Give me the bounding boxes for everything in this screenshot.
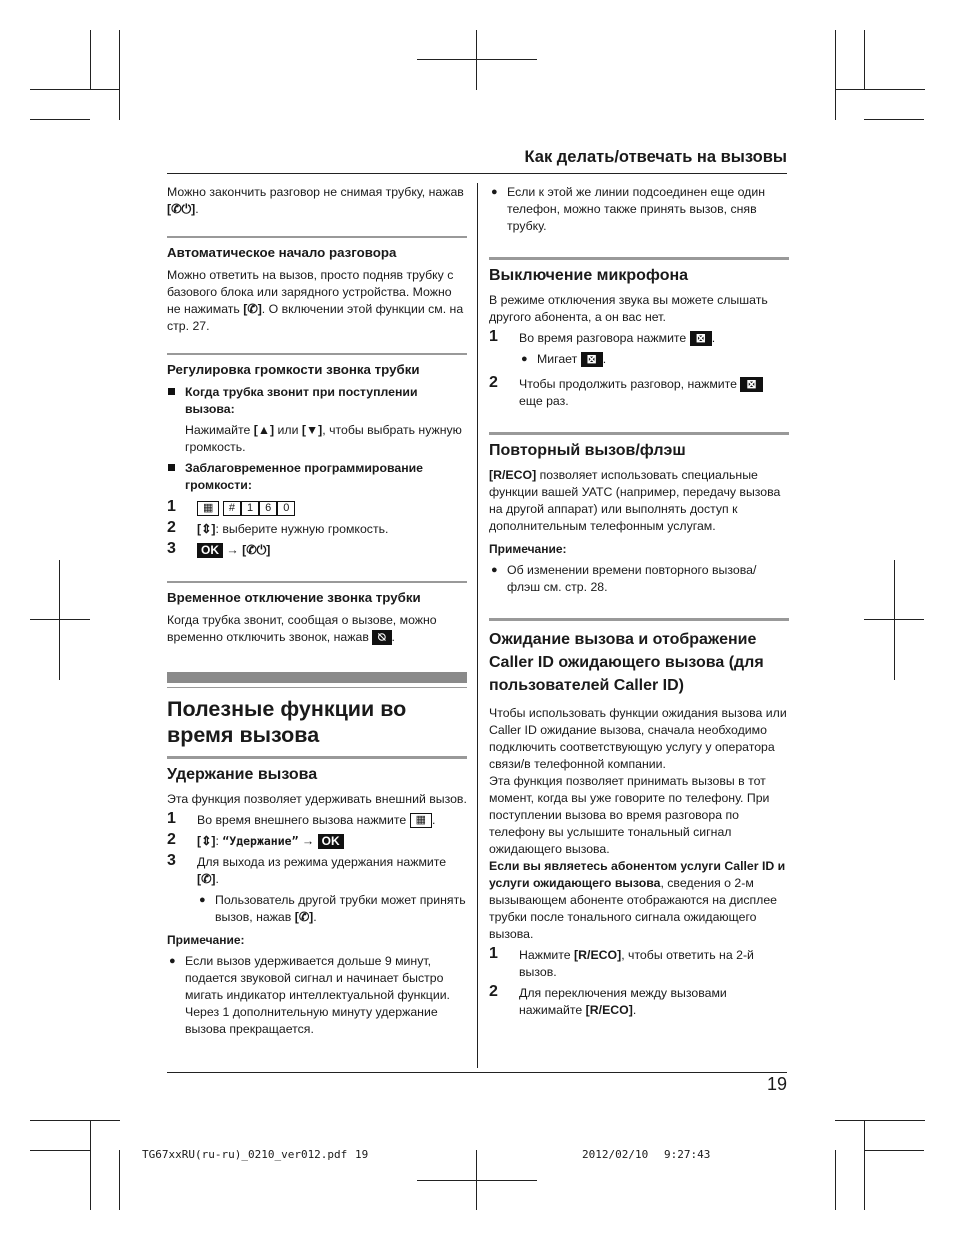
- mute-step-2: 2 Чтобы продолжить разговор, нажмите ⊠ еще раз.: [489, 376, 789, 410]
- mute-step-1: 1 Во время разговора нажмите ⊠ .: [489, 328, 716, 346]
- running-header: Как делать/отвечать на вызовы: [524, 148, 787, 166]
- mute-title: Выключение микрофона: [489, 267, 689, 284]
- useful-functions-title: Полезные функции во время вызова: [167, 697, 407, 747]
- right-column: [489, 184, 789, 1023]
- pickup-other-phone-item: ● Если к этой же линии подсоединен еще один телефон, можно также принять вызов, сняв трубку.: [491, 185, 766, 233]
- volume-step-1: 1 ▦ # 1 6 0: [167, 500, 467, 517]
- footer-rule: [167, 1072, 787, 1073]
- footer-date: 2012/02/10: [582, 1148, 649, 1161]
- up-down-icon: ⇕: [201, 522, 212, 536]
- auto-answer-text: Можно ответить на вызов, просто подняв трубку с базового блока или зарядного устройства. Можно не нажимать [✆]. О включении этой функции см. на стр. 27.: [167, 268, 464, 333]
- footer-time: 9:27:43: [664, 1148, 711, 1161]
- end-call-icon: ✆⏻: [246, 543, 267, 557]
- call-waiting-step-1: 1 Нажмите [R/ECO], чтобы ответить на 2-й вызов.: [489, 945, 754, 979]
- mute-icon: ⊠: [581, 352, 603, 367]
- call-hold-title: Удержание вызова: [167, 766, 318, 783]
- header-rule: [167, 173, 787, 174]
- ringer-off-icon: ⍉: [372, 630, 391, 645]
- intro-text: Можно закончить разговор не снимая трубку, нажав [✆⏻].: [167, 185, 464, 216]
- flash-text: [R/ECO] позволяет использовать специальные функции вашей УАТС (например, передачу вызова на другой аппарат) или выполнять доступ к дополнительным телефонным услугам.: [489, 468, 781, 533]
- column-divider: [477, 183, 478, 1068]
- hold-step-1: 1 Во время внешнего вызова нажмите ▦ .: [167, 810, 436, 827]
- mute-icon: ⊠: [740, 377, 762, 392]
- call-waiting-p3: Если вы являетесь абонентом услуги Caller ID и услуги ожидающего вызова, сведения о 2-м вызывающем абоненте отображаются на дисплее трубки после тонального сигнала ожидающего вызова.: [489, 859, 786, 941]
- flash-note-item: ● Об изменении времени повторного вызова/флэш см. стр. 28.: [491, 563, 757, 594]
- ringing-volume-desc: Нажимайте [▲] или [▼], чтобы выбрать нужную громкость.: [185, 423, 462, 454]
- call-waiting-p2: Эта функция позволяет принимать вызовы в тот момент, когда вы уже говорите по телефону. При поступлении вызова во время разговора по телефону вы услышите тональный сигнал ожидающего вызова.: [489, 774, 770, 856]
- hold-note-label: Примечание:: [167, 933, 245, 947]
- mute-flashing-item: ● Мигает ⊠ .: [521, 352, 607, 367]
- call-waiting-p1: Чтобы использовать функции ожидания вызова или Caller ID ожидание вызова, сначала необходимо подключить соответствующую услугу у оператора связи/в телефонной компании.: [489, 706, 787, 771]
- auto-answer-title: Автоматическое начало разговора: [167, 245, 397, 260]
- menu-icon: ▦: [410, 813, 432, 828]
- ringing-volume-item: Когда трубка звонит при поступлении вызова:: [167, 384, 467, 418]
- hold-step-2: 2 [⇕]: “Удержание” → OK: [167, 833, 467, 850]
- ringer-volume-title: Регулировка громкости звонка трубки: [167, 362, 420, 377]
- ringer-off-title: Временное отключение звонка трубки: [167, 590, 421, 605]
- mute-text: В режиме отключения звука вы можете слышать другого абонента, а он вас нет.: [489, 293, 768, 324]
- talk-icon: ✆: [247, 302, 258, 316]
- footer-file: TG67xxRU(ru-ru)_0210_ver012.pdf: [142, 1148, 348, 1161]
- hold-step-3: 3 Для выхода из режима удержания нажмите [✆].: [167, 852, 447, 886]
- talk-icon: ✆: [201, 872, 212, 886]
- hold-note-item: ● Если вызов удерживается дольше 9 минут, подается звуковой сигнал и начинает быстро мигать индикатор интеллектуальной функции. Через 1 дополнительную минуту удержание вызова прекращается.: [169, 954, 450, 1036]
- menu-icon: ▦: [197, 501, 219, 516]
- preprogram-volume-item: Заблаговременное программирование громкости:: [167, 460, 467, 494]
- left-column: [167, 184, 467, 1042]
- call-waiting-title: Ожидание вызова и отображение Caller ID ожидающего вызова (для пользователей Caller ID): [489, 631, 764, 694]
- flash-note-label: Примечание:: [489, 542, 567, 556]
- hold-step-3-bullet: ● Пользователь другой трубки может принять вызов, нажав [✆].: [199, 893, 466, 924]
- mute-icon: ⊠: [690, 331, 712, 346]
- page-number: 19: [766, 1074, 787, 1094]
- volume-step-2: 2 [⇕]: выберите нужную громкость.: [167, 519, 389, 536]
- end-call-icon: ✆⏻: [171, 202, 192, 216]
- call-hold-text: Эта функция позволяет удерживать внешний вызов.: [167, 792, 467, 806]
- footer-page: 19: [355, 1148, 369, 1161]
- volume-step-3: 3 OK → [✆⏻]: [167, 540, 271, 558]
- ringer-off-text: Когда трубка звонит, сообщая о вызове, можно временно отключить звонок, нажав ⍉ .: [167, 613, 437, 645]
- flash-title: Повторный вызов/флэш: [489, 442, 686, 459]
- call-waiting-step-2: 2 Для переключения между вызовами нажимайте [R/ECO].: [489, 983, 727, 1017]
